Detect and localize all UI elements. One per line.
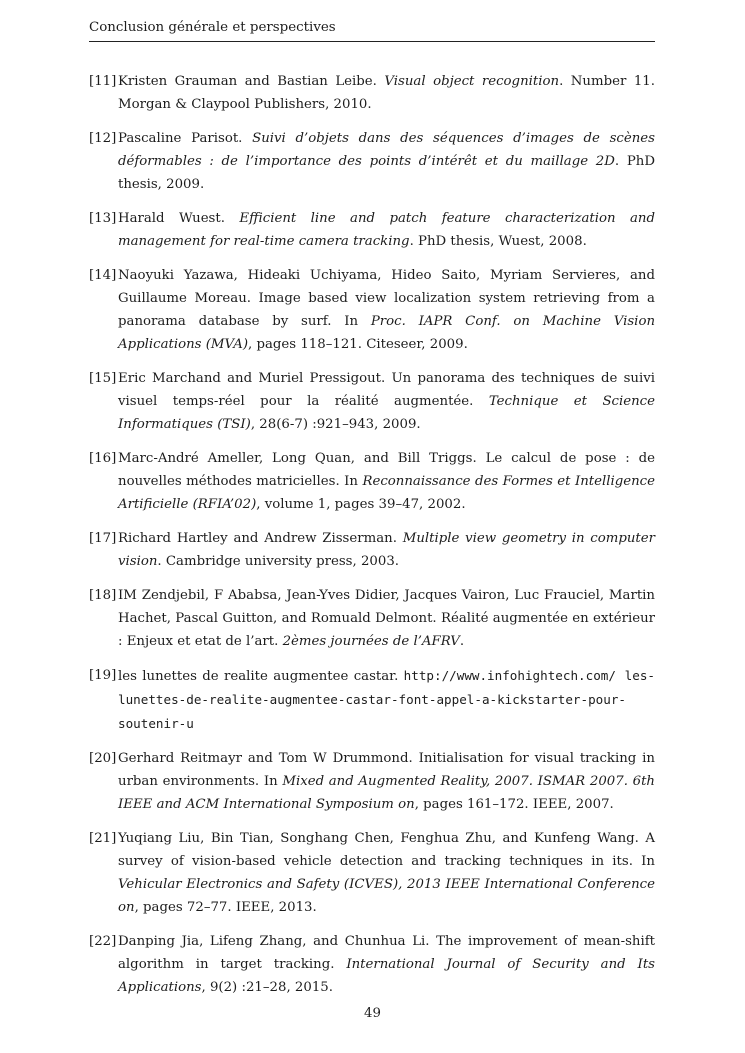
reference-segment: , volume 1, pages 39–47, 2002.: [256, 497, 466, 512]
reference-entry: [89, 207, 655, 253]
reference-segment: Marc-André Ameller, Long Quan, and Bill Triggs. Le calcul de pose : de nouvelles méthodes matricielles. In: [118, 451, 655, 489]
reference-number: [20]: [89, 751, 117, 766]
reference-entry: [89, 447, 655, 516]
reference-segment: . PhD thesis, Wuest, 2008.: [409, 234, 587, 249]
reference-venue: Suivi d’objets dans des séquences d’images de scènes déformables : de l’importance des points d’intérêt et du maillage 2D: [118, 131, 656, 169]
reference-entry: [89, 70, 655, 116]
reference-segment: Yuqiang Liu, Bin Tian, Songhang Chen, Fenghua Zhu, and Kunfeng Wang. A survey of vision-based vehicle detection and tracking techniques in its. In: [118, 831, 655, 869]
reference-number: [16]: [89, 451, 117, 466]
reference-segment: Eric Marchand and Muriel Pressigout. Un panorama des techniques de suivi visuel temps-réel pour la réalité augmentée.: [118, 371, 655, 409]
reference-segment: . PhD thesis, 2009.: [118, 154, 655, 192]
reference-number: [11]: [89, 74, 117, 89]
reference-text: [118, 264, 655, 356]
reference-segment: . Number 11. Morgan & Claypool Publishers, 2010.: [118, 74, 655, 112]
reference-venue: Reconnaissance des Formes et Intelligence Artificielle (RFIA’02): [118, 474, 655, 512]
reference-text: [118, 127, 655, 196]
reference-number: [12]: [89, 131, 117, 146]
reference-number: [13]: [89, 211, 117, 226]
reference-entry: [89, 747, 655, 816]
reference-segment: IM Zendjebil, F Ababsa, Jean-Yves Didier, Jacques Vairon, Luc Frauciel, Martin Hachet, Pascal Guitton, and Romuald Delmont. Réalité augmentée en extérieur : Enjeux et etat de l’art.: [118, 588, 655, 649]
reference-segment: Danping Jia, Lifeng Zhang, and Chunhua Li. The improvement of mean-shift algorithm in target tracking.: [118, 934, 655, 972]
reference-list: [89, 70, 655, 1010]
reference-entry: [89, 664, 655, 736]
reference-number: [18]: [89, 588, 117, 603]
reference-entry: [89, 584, 655, 653]
reference-number: [17]: [89, 531, 117, 546]
reference-entry: [89, 367, 655, 436]
reference-segment: Gerhard Reitmayr and Tom W Drummond. Initialisation for visual tracking in urban environments. In: [118, 751, 655, 789]
reference-entry: [89, 264, 655, 356]
reference-venue: Visual object recognition: [384, 74, 560, 89]
reference-venue: International Journal of Security and Its Applications: [118, 957, 655, 995]
reference-entry: [89, 527, 655, 573]
reference-venue: Vehicular Electronics and Safety (ICVES), 2013 IEEE International Conference on: [118, 877, 655, 915]
reference-text: [118, 930, 655, 999]
reference-segment: , pages 118–121. Citeseer, 2009.: [248, 337, 468, 352]
reference-segment: , 9(2) :21–28, 2015.: [201, 980, 333, 995]
reference-entry: [89, 827, 655, 919]
reference-entry: [89, 127, 655, 196]
reference-segment: , pages 161–172. IEEE, 2007.: [414, 797, 614, 812]
reference-segment: Pascaline Parisot.: [118, 131, 253, 146]
reference-text: [118, 367, 655, 436]
reference-text: [118, 747, 655, 816]
reference-text: [118, 207, 655, 253]
reference-venue: Multiple view geometry in computer vision: [118, 531, 656, 569]
reference-segment: Naoyuki Yazawa, Hideaki Uchiyama, Hideo Saito, Myriam Servieres, and Guillaume Moreau. Image based view localization system retrieving from a panorama database by surf. In: [118, 268, 655, 329]
reference-text: [118, 527, 655, 573]
reference-segment: Kristen Grauman and Bastian Leibe.: [118, 74, 385, 89]
reference-text: [118, 664, 655, 736]
reference-text: [118, 584, 655, 653]
reference-venue: Efficient line and patch feature characterization and management for real-time camera tracking: [118, 211, 655, 249]
reference-segment: Harald Wuest.: [118, 211, 240, 226]
reference-segment: les lunettes de realite augmentee castar.: [118, 669, 404, 684]
reference-venue: 2èmes journées de l’AFRV: [282, 634, 460, 649]
reference-segment: Richard Hartley and Andrew Zisserman.: [118, 531, 403, 546]
reference-venue: Technique et Science Informatiques (TSI): [118, 394, 655, 432]
reference-text: [118, 70, 655, 116]
reference-segment: , 28(6-7) :921–943, 2009.: [250, 417, 421, 432]
page-number: 49: [364, 1006, 381, 1021]
reference-number: [15]: [89, 371, 117, 386]
reference-number: [22]: [89, 934, 117, 949]
reference-number: [19]: [89, 668, 117, 683]
reference-number: [14]: [89, 268, 117, 283]
reference-number: [21]: [89, 831, 117, 846]
reference-text: [118, 827, 655, 919]
reference-url: http://www.infohightech.com/ les-lunettes-de-realite-augmentee-castar-font-appel-a-kickstarter-pour-soutenir-u: [118, 668, 655, 731]
reference-segment: .: [459, 634, 465, 649]
reference-segment: , pages 72–77. IEEE, 2013.: [134, 900, 317, 915]
reference-venue: Mixed and Augmented Reality, 2007. ISMAR 2007. 6th IEEE and ACM International Symposium on: [118, 774, 655, 812]
reference-text: [118, 447, 655, 516]
reference-segment: . Cambridge university press, 2003.: [157, 554, 400, 569]
reference-entry: [89, 930, 655, 999]
reference-venue: Proc. IAPR Conf. on Machine Vision Applications (MVA): [118, 314, 656, 352]
running-header: Conclusion générale et perspectives: [89, 20, 655, 42]
